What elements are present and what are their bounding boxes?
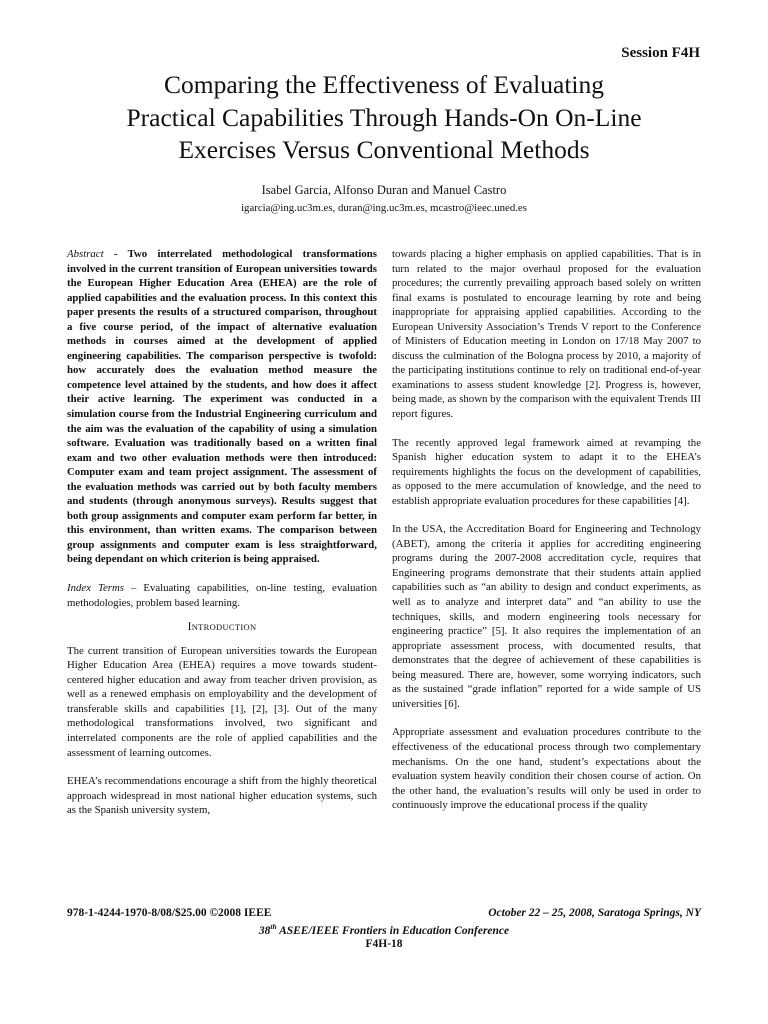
heading-initial: I [187, 621, 192, 634]
author-emails: igarcia@ing.uc3m.es, duran@ing.uc3m.es, mcastro@ieec.uned.es [241, 202, 527, 214]
conference-number: 38 [258, 924, 271, 937]
abstract-dash: - [103, 248, 128, 260]
footer-conference [0, 922, 768, 937]
footer-isbn: 978-1-4244-1970-8/08/$25.00 ©2008 IEEE [67, 907, 272, 919]
index-terms-text: – Evaluating capabilities, on-line testing, evaluation methodologies, problem based learning. [67, 582, 377, 609]
right-column [392, 247, 701, 813]
conference-name: ASEE/IEEE Frontiers in Education Conference [276, 924, 510, 937]
footer-date-place: October 22 – 25, 2008, Saratoga Springs, NY [488, 907, 701, 919]
section-heading-introduction [67, 620, 377, 635]
body-paragraph: The recently approved legal framework aimed at revamping the Spanish higher education system to adapt it to the EHEA’s requirements highlights the focus on the development of capabilities, as opposed to the mere accumulation of knowledge, and the need to establish appropriate evaluation procedures for these capabilities [4]. [392, 436, 701, 507]
paper-title [60, 69, 708, 167]
body-paragraph: In the USA, the Accreditation Board for Engineering and Technology (ABET), among the criteria it applies for accrediting engineering programs during the 2007-2008 accreditation cycle, requires that Engineering programs demonstrate that their students attain applied capabilities such as “an ability to design and conduct experiments, as well as to analyze and interpret data” and “an ability to use the techniques, skills, and modern engineering tools necessary for engineering practice” [5]. It also requires the implementation of an appropriate assessment process, with documented results, that demonstrates that the degree of achievement of these capabilities is being measured. There are, however, some worrying indicators, such as the sustained “grade inflation” reported for a wide sample of US universities [6]. [392, 523, 701, 710]
body-paragraph: Appropriate assessment and evaluation procedures contribute to the effectiveness of the educational process through two complementary mechanisms. On the one hand, student’s expectations about the evaluation system heavily condition their chosen course of action. On the other hand, the evaluation’s results will only be used in order to continuously improve the educational process if the quality [392, 726, 701, 812]
index-terms [67, 581, 377, 610]
abstract [67, 247, 377, 567]
body-paragraph: The current transition of European universities towards the European Higher Education Area (EHEA) requires a move towards student-centered higher education and away from teacher driven provision, as well as a renewed emphasis on employability and the development of transferable skills and capabilities [1], [2], [3]. Out of the many methodological transformations involved, two significant and interrelated components are the role of applied capabilities and the assessment of learning outcomes. [67, 644, 377, 759]
left-column [67, 247, 377, 818]
session-label: Session F4H [621, 45, 700, 61]
author-list: Isabel Garcia, Alfonso Duran and Manuel Castro [261, 183, 507, 197]
body-paragraph: towards placing a higher emphasis on applied capabilities. That is in turn related to the major overhaul proposed for the evaluation procedures; the currently prevailing approach based solely on written final exams is postulated to encourage learning by rote and being inappropriate for appraising applied capabilities. According to the European University Association’s Trends V report to the Conference of Ministers of Education meeting in London on 17/18 May 2007 to discuss the culmination of the Bologna process by 2010, a majority of the participating institutions continue to rely on traditional end-of-year examinations to assess student knowledge [2]. Progress is, however, being made, as shown by the comparison with the equivalent Trends III report figures. [392, 248, 701, 421]
title-line: Practical Capabilities Through Hands-On On-Line [126, 102, 642, 132]
title-line: Comparing the Effectiveness of Evaluating [164, 70, 604, 99]
body-paragraph: EHEA’s recommendations encourage a shift from the highly theoretical approach widespread in most national higher education systems, such as the Spanish university system, [67, 775, 377, 817]
conference-ordinal: th [270, 922, 277, 931]
index-terms-label: Index Terms [67, 582, 124, 595]
heading-rest: NTRODUCTION [191, 622, 257, 633]
abstract-text: Two interrelated methodological transformations involved in the current transition of European universities towards the European Higher Education Area (EHEA) are the role of applied capabilities and the evaluation process. In this context this paper presents the results of a structured comparison, throughout a five course period, of the impact of alternative evaluation methods in courses aimed at the development of applied engineering capabilities. The comparison perspective is twofold: how accurately does the evaluation method measure the competence level attained by the students, and how does it affect their active learning. The experiment was conducted in a simulation course from the Industrial Engineering curriculum and the aim was the evaluation of the capability of using a simulation software. Evaluation was traditionally based on a written final exam and two other evaluation methods were then introduced: Computer exam and team project assignment. The assessment of the evaluation methods was carried out by both faculty members and students (through anonymous surveys). Results suggest that both group assignments and computer exam perform far better, in this environment, than written exams. The comparison between group assignments and computer exam is less straightforward, being dependant on which criterion is being appraised. [67, 248, 377, 566]
page-number: F4H-18 [365, 938, 403, 950]
abstract-label: Abstract [67, 248, 104, 260]
title-line: Exercises Versus Conventional Methods [178, 135, 590, 164]
